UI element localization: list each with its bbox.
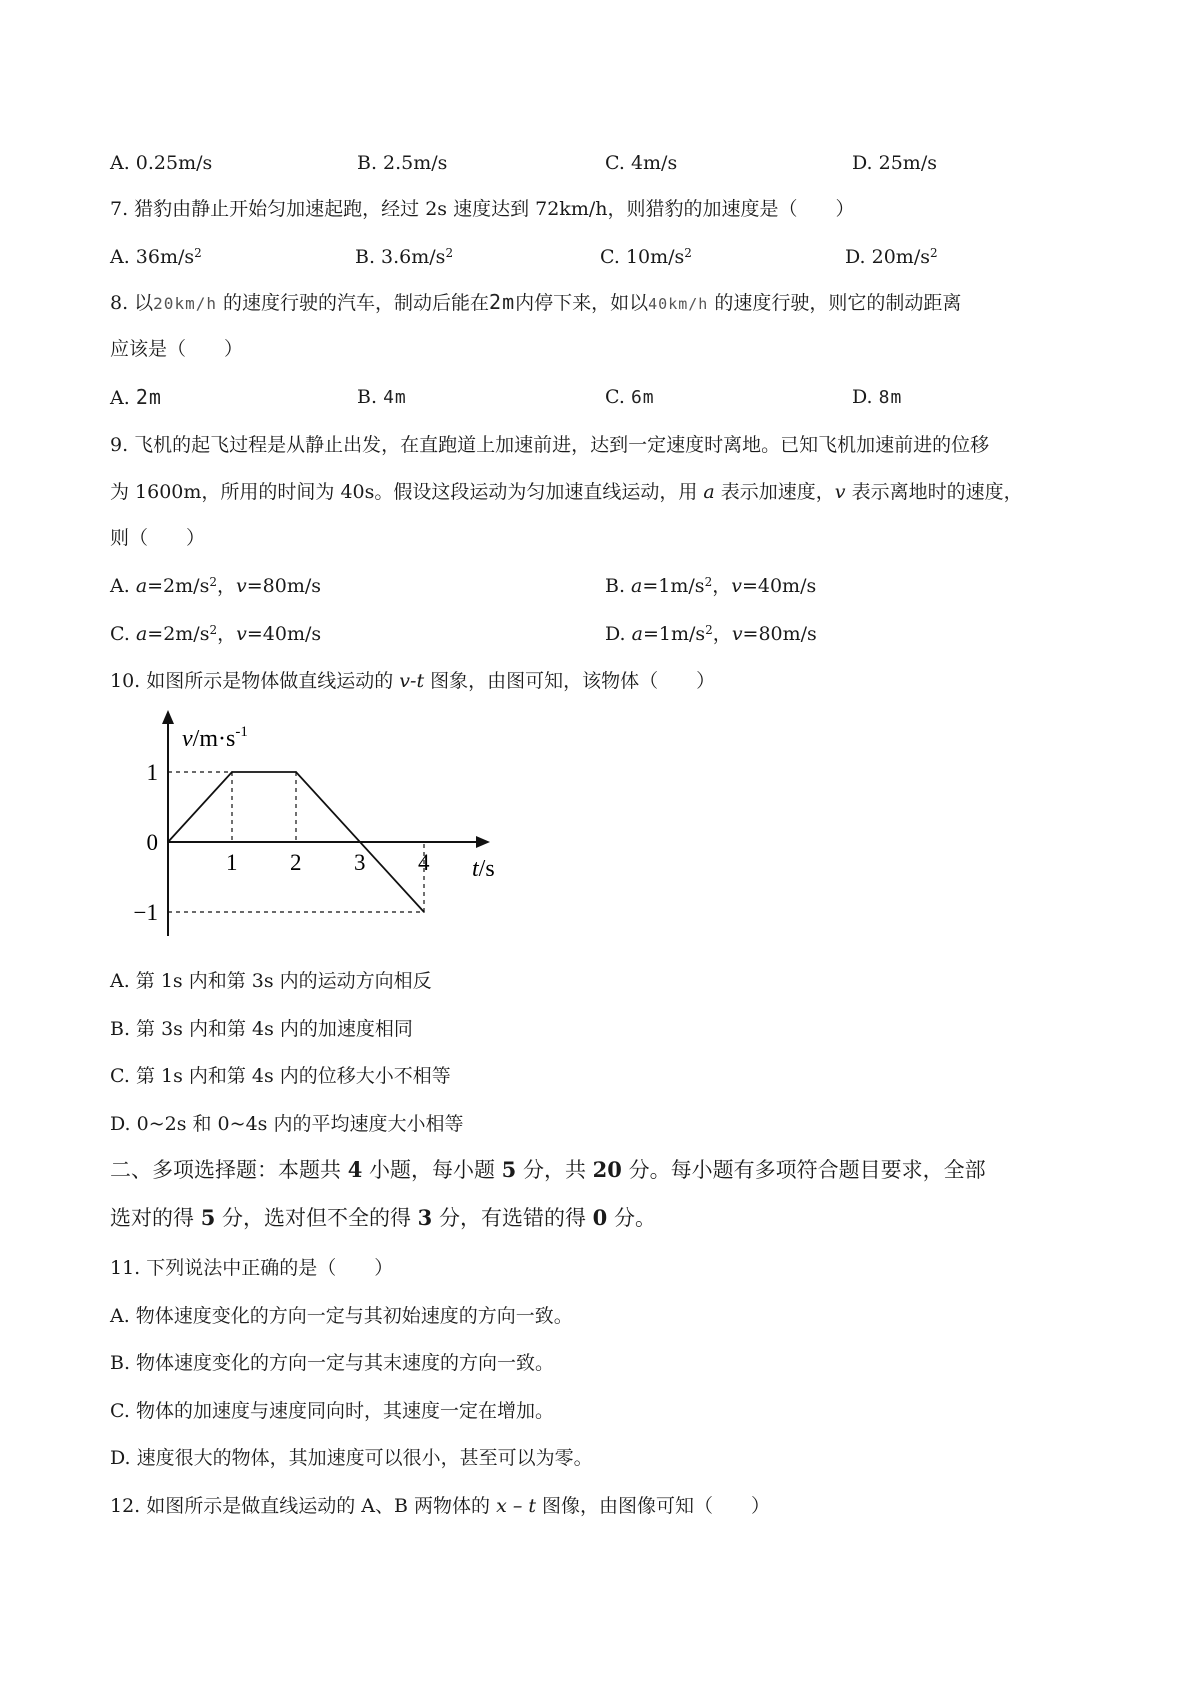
q6-option-b: B. 2.5m/s [357, 152, 448, 174]
section-2-heading-line2: 选对的得 5 分，选对但不全的得 3 分，有选错的得 0 分。 [110, 1205, 656, 1230]
q11-option-a: A. 物体速度变化的方向一定与其初始速度的方向一致。 [110, 1305, 573, 1327]
q9-stem-line3: 则（ ） [110, 527, 206, 549]
y-tick-label: 0 [146, 830, 158, 855]
q9-stem-line1: 9. 飞机的起飞过程是从静止出发，在直跑道上加速前进，达到一定速度时离地。已知飞机加速前进的位移 [110, 434, 990, 456]
q7-option-b: B. $3.6m/s^2$ [355, 246, 454, 268]
q8-stem-line2: 应该是（ ） [110, 338, 244, 360]
x-axis-label: t/s [472, 856, 495, 882]
q6-option-d: D. 25m/s [852, 152, 937, 174]
q6-option-c: C. 4m/s [605, 152, 678, 174]
q11-option-d: D. 速度很大的物体，其加速度可以很小，甚至可以为零。 [110, 1447, 593, 1469]
q8-speed-2: 40km/h [648, 295, 709, 313]
q8-option-c: C. 6m [605, 386, 655, 408]
q10-option-c: C. 第 1s 内和第 4s 内的位移大小不相等 [110, 1065, 451, 1087]
q7-stem: 7. 猎豹由静止开始匀加速起跑，经过 2s 速度达到 72km/h，则猎豹的加速度是（ ） [110, 198, 855, 220]
q10-stem: 10. 如图所示是物体做直线运动的 v-t 图象，由图可知，该物体（ ） [110, 670, 716, 692]
q11-stem: 11. 下列说法中正确的是（ ） [110, 1257, 394, 1279]
q7-option-c: C. $10m/s^2$ [600, 246, 692, 268]
q7-option-a: A. $36m/s^2$ [110, 246, 202, 268]
q8-option-d: D. 8m [852, 386, 903, 408]
q11-option-b: B. 物体速度变化的方向一定与其末速度的方向一致。 [110, 1352, 555, 1374]
q10-option-b: B. 第 3s 内和第 4s 内的加速度相同 [110, 1018, 413, 1040]
y-tick-labels [134, 760, 158, 925]
q11-option-c: C. 物体的加速度与速度同向时，其速度一定在增加。 [110, 1400, 554, 1422]
x-tick-label: 3 [354, 850, 366, 875]
y-axis-arrow-icon [162, 710, 174, 724]
q9-option-b: B. $a=1m/s^2$，v=40m/s [605, 575, 817, 597]
q9-option-d: D. $a=1m/s^2$，v=80m/s [605, 623, 817, 645]
x-tick-label: 1 [226, 850, 238, 875]
q8-option-a: A. 2m [110, 385, 162, 409]
data-point [295, 771, 297, 773]
data-point [167, 841, 169, 843]
x-axis-arrow-icon [476, 836, 490, 848]
y-tick-label: 1 [146, 760, 158, 785]
q8-option-b: B. 4m [357, 386, 407, 408]
q9-option-a: A. $a=2m/s^2$，v=80m/s [110, 575, 321, 597]
q12-stem: 12. 如图所示是做直线运动的 A、B 两物体的 x – t 图像，由图像可知（ ） [110, 1495, 771, 1517]
data-point [231, 771, 233, 773]
q8-distance: 2m [489, 290, 516, 314]
q6-option-a: A. 0.25m/s [110, 152, 213, 174]
y-tick-label: −1 [133, 900, 158, 925]
x-tick-label: 2 [290, 850, 302, 875]
y-axis-label: $v/m\cdot s^{-1}$ [182, 724, 248, 752]
data-point [423, 911, 425, 913]
q10-option-a: A. 第 1s 内和第 3s 内的运动方向相反 [110, 970, 432, 992]
q8-stem: 8. 以20km/h 的速度行驶的汽车，制动后能在2m内停下来，如以40km/h 的速度行驶，则它的制动距离 [110, 290, 962, 314]
vt-graph [120, 708, 520, 948]
q8-speed-1: 20km/h [153, 294, 217, 313]
x-tick-label: 4 [418, 850, 430, 875]
q7-option-d: D. $20m/s^2$ [845, 246, 938, 268]
q9-option-c: C. $a=2m/s^2$，v=40m/s [110, 623, 322, 645]
x-tick-labels [226, 850, 430, 875]
q9-stem-line2: 为 1600m，所用的时间为 40s。假设这段运动为匀加速直线运动，用 a 表示加速度，v 表示离地时的速度， [110, 481, 1023, 503]
q10-option-d: D. 0~2s 和 0~4s 内的平均速度大小相等 [110, 1113, 464, 1135]
section-2-heading-line1: 二、多项选择题：本题共 4 小题，每小题 5 分，共 20 分。每小题有多项符合题目要求，全部 [110, 1157, 986, 1182]
